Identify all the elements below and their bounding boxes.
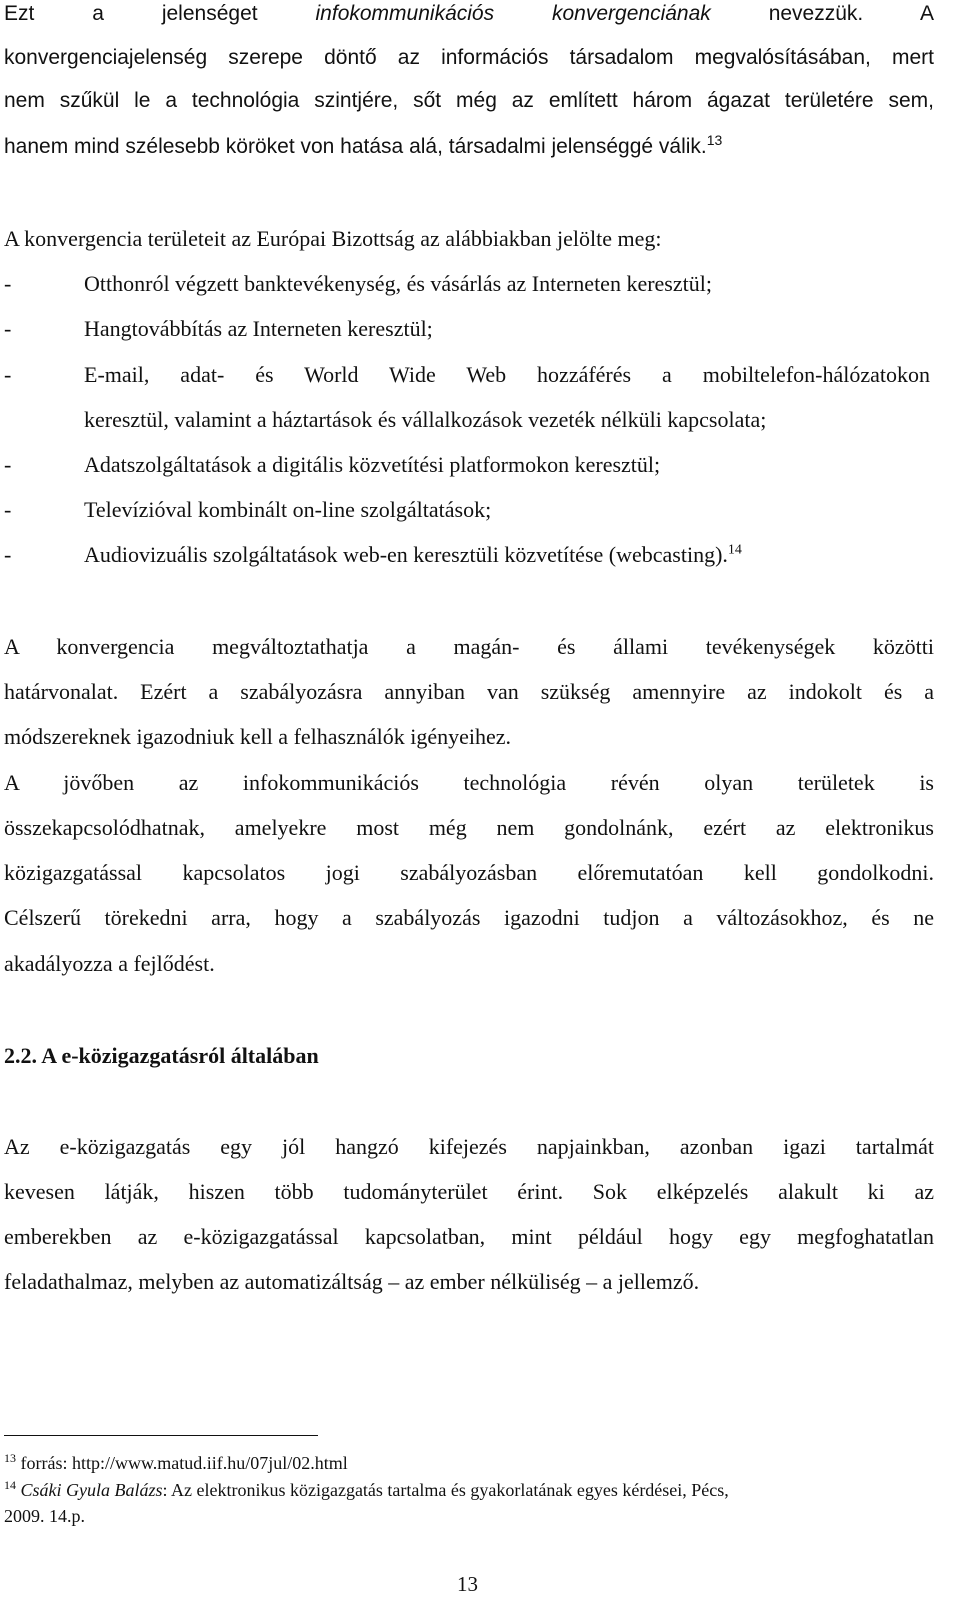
- paragraph-1-line-3: nem szűkül le a technológia szintjére, sőt még az említett három ágazat területére sem,: [4, 89, 934, 112]
- paragraph-2-line-7: Célszerű törekedni arra, hogy a szabályozás igazodni tudjon a változásokhoz, és ne: [4, 905, 934, 930]
- dash-bullet: -: [4, 497, 12, 522]
- paragraph-2-line-2: határvonalat. Ezért a szabályozásra annyiban van szükség amennyire az indokolt és a: [4, 679, 934, 704]
- text-span: Ezt a jelenséget: [4, 2, 258, 25]
- list-intro: A konvergencia területeit az Európai Bizottság az alábbiakban jelölte meg:: [4, 226, 662, 251]
- footnote-ref-14[interactable]: 14: [727, 542, 742, 558]
- footnote-text: forrás: http://www.matud.iif.hu/07jul/02.html: [20, 1453, 348, 1473]
- list-item-text: Televízióval kombinált on-line szolgáltatások;: [84, 497, 492, 522]
- paragraph-3-line-2: kevesen látják, hiszen több tudományterület érint. Sok elképzelés alakult ki az: [4, 1179, 934, 1204]
- paragraph-1-line-4: [4, 133, 934, 161]
- footnote-13: [4, 1451, 348, 1475]
- text-span: Audiovizuális szolgáltatások web-en keresztüli közvetítése (webcasting).: [84, 542, 728, 567]
- paragraph-2-line-3: módszereknek igazodniuk kell a felhasználók igényeihez.: [4, 724, 512, 749]
- paragraph-3-line-1: Az e-közigazgatás egy jól hangzó kifejezés napjainkban, azonban igazi tartalmát: [4, 1134, 934, 1159]
- paragraph-1-line-1: [4, 0, 934, 28]
- footnote-text: : Az elektronikus közigazgatás tartalma és gyakorlatának egyes kérdései, Pécs,: [162, 1480, 729, 1500]
- paragraph-2-line-4: A jövőben az infokommunikációs technológia révén olyan területek is: [4, 770, 934, 795]
- paragraph-2-line-1: A konvergencia megváltoztathatja a magán- és állami tevékenységek közötti: [4, 634, 934, 659]
- footnote-separator: [4, 1435, 318, 1436]
- dash-bullet: -: [4, 452, 12, 477]
- page-number: 13: [457, 1572, 478, 1596]
- paragraph-2-line-5: összekapcsolódhatnak, amelyekre most még nem gondolnánk, ezért az elektronikus: [4, 815, 934, 840]
- footnote-14-continued: 2009. 14.p.: [4, 1506, 85, 1526]
- section-heading: 2.2. A e-közigazgatásról általában: [4, 1043, 319, 1068]
- paragraph-2-line-6: közigazgatással kapcsolatos jogi szabályozásban előremutatóan kell gondolkodni.: [4, 860, 934, 885]
- dash-bullet: -: [4, 271, 12, 296]
- footnote-author: Csáki Gyula Balázs: [20, 1480, 163, 1500]
- italic-term: infokommunikációs konvergenciának: [315, 2, 711, 25]
- paragraph-3-line-3: emberekben az e-közigazgatással kapcsolatban, mint például hogy egy megfoghatatlan: [4, 1224, 934, 1249]
- paragraph-2-line-8: akadályozza a fejlődést.: [4, 951, 215, 976]
- list-item-text: [84, 541, 742, 569]
- text-span: nevezzük. A: [768, 2, 935, 25]
- text-span: hanem mind szélesebb köröket von hatása alá, társadalmi jelenséggé válik.: [4, 135, 707, 158]
- dash-bullet: -: [4, 362, 12, 387]
- footnote-number: 13: [4, 1451, 16, 1465]
- list-item-text: Adatszolgáltatások a digitális közvetítési platformokon keresztül;: [84, 452, 661, 477]
- list-item-text: Otthonról végzett banktevékenység, és vásárlás az Interneten keresztül;: [84, 271, 712, 296]
- list-item-text-cont: keresztül, valamint a háztartások és vállalkozások vezeték nélküli kapcsolata;: [84, 407, 767, 432]
- footnote-ref-13[interactable]: 13: [706, 132, 723, 148]
- list-item-text: Hangtovábbítás az Interneten keresztül;: [84, 316, 433, 341]
- footnote-14: [4, 1478, 729, 1502]
- list-item-text: E-mail, adat- és World Wide Web hozzáférés a mobiltelefon-hálózatokon: [84, 362, 930, 387]
- footnote-number: 14: [4, 1478, 16, 1492]
- paragraph-1-line-2: konvergenciajelenség szerepe döntő az információs társadalom megvalósításában, mert: [4, 46, 934, 69]
- paragraph-3-line-4: feladathalmaz, melyben az automatizáltság – az ember nélküliség – a jellemző.: [4, 1269, 700, 1294]
- dash-bullet: -: [4, 316, 12, 341]
- dash-bullet: -: [4, 542, 12, 567]
